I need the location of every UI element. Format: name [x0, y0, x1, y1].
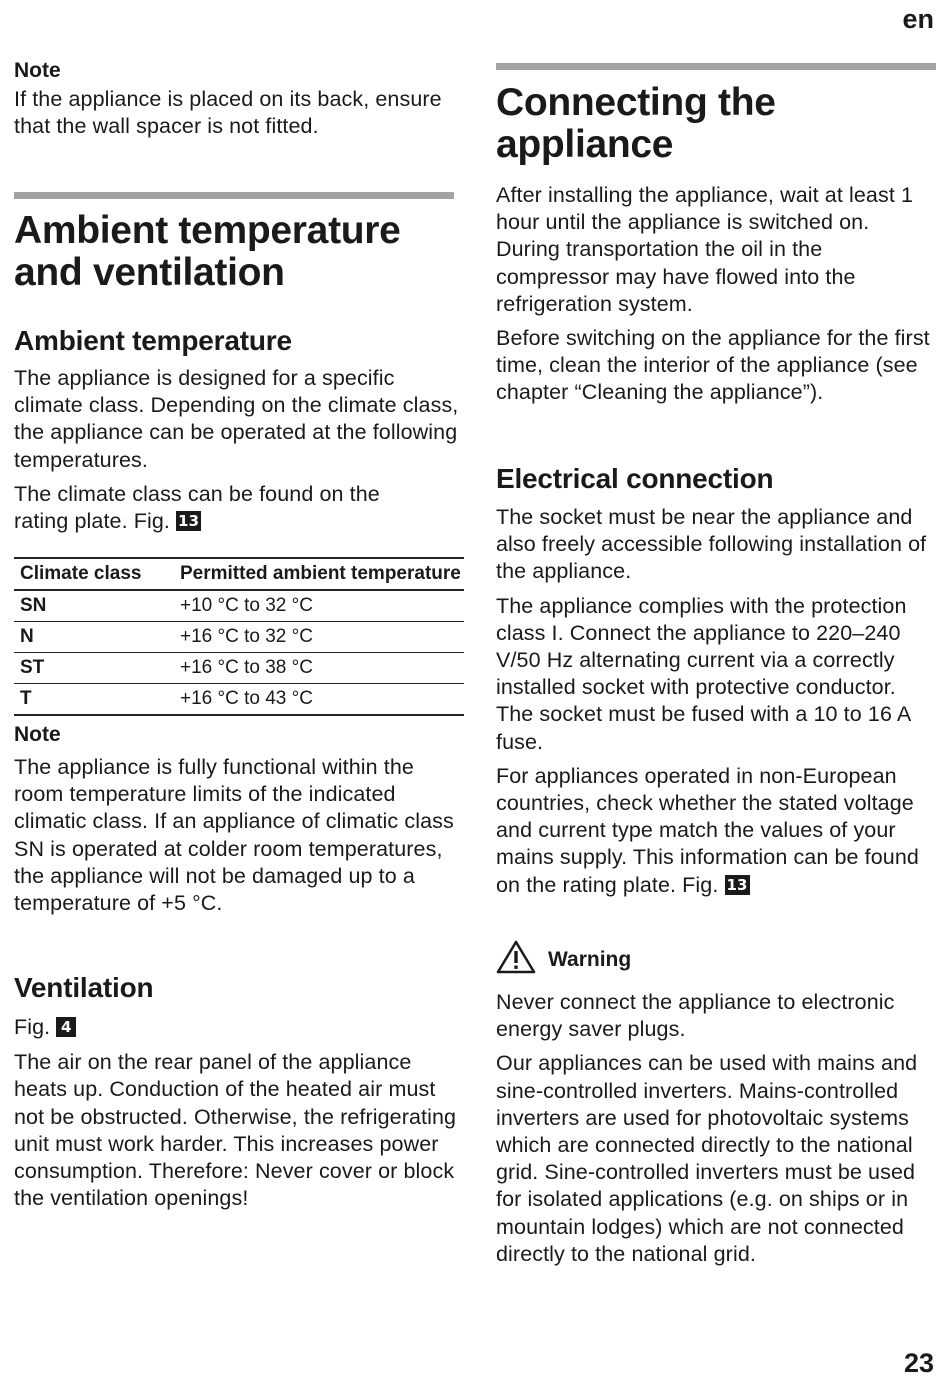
section-divider — [14, 192, 454, 199]
paragraph — [14, 481, 414, 535]
paragraph: The appliance is designed for a specific climate class. Depending on the climate class, the appliance can be operated at the following temperatures. — [14, 366, 459, 472]
paragraph: The air on the rear panel of the appliance heats up. Conduction of the heated air must not be obstructed. Otherwise, the refrigerating unit must work harder. This increases power consumption. Therefore: Never cover or block the ventilation openings! — [14, 1050, 457, 1211]
note-text: If the appliance is placed on its back, ensure that the wall spacer is not fitted. — [14, 87, 442, 139]
table-header-row — [14, 558, 464, 590]
table-cell-temperature: +10 °C to 32 °C — [174, 590, 464, 622]
figure-reference: 13 — [178, 512, 200, 531]
table-row — [14, 622, 464, 653]
paragraph-text: The climate class can be found on the rating plate. Fig. — [14, 481, 380, 534]
section-title-line: Connecting the — [496, 81, 776, 124]
table-row — [14, 684, 464, 716]
table-header-cell: Climate class — [14, 558, 174, 590]
table-cell-class: ST — [14, 653, 174, 684]
paragraph: Before switching on the appliance for the first time, clean the interior of the appliance (see chapter “Cleaning the appliance”). — [496, 326, 930, 405]
section-divider — [496, 63, 936, 70]
subsection-heading: Ventilation — [14, 972, 154, 1003]
note-label: Note — [14, 59, 61, 82]
warning-header — [496, 940, 936, 979]
figure-line — [14, 1014, 459, 1041]
figure-label: Fig. — [14, 1015, 51, 1039]
table-cell-temperature: +16 °C to 32 °C — [174, 622, 464, 653]
paragraph: Our appliances can be used with mains and sine-controlled inverters. Mains-controlled inverters are used for photovoltaic systems which are connected directly to the national grid. Sine-controlled inverters must be used for isolated applications (e.g. on ships or in mountain lodges) which are not connected directly to the national grid. — [496, 1051, 918, 1266]
section-title-line: Ambient temperature — [14, 209, 401, 252]
table-cell-class: SN — [14, 590, 174, 622]
table-row — [14, 590, 464, 622]
table-cell-class: N — [14, 622, 174, 653]
climate-class-table — [14, 557, 464, 716]
table-cell-temperature: +16 °C to 43 °C — [174, 684, 464, 716]
paragraph: The appliance complies with the protection class I. Connect the appliance to 220–240 V/50 Hz alternating current via a correctly installed socket with protective conductor. The socket must be fused with a 10 to 16 A fuse. — [496, 593, 911, 754]
note-block — [14, 58, 459, 140]
language-code: en — [902, 4, 934, 34]
paragraph: Never connect the appliance to electronic energy saver plugs. — [496, 990, 895, 1042]
paragraph: After installing the appliance, wait at least 1 hour until the appliance is switched on. During transportation the oil in the compressor may have flowed into the refrigeration system. — [496, 183, 914, 316]
table-row — [14, 653, 464, 684]
table-cell-temperature: +16 °C to 38 °C — [174, 653, 464, 684]
note-label: Note — [14, 723, 61, 746]
warning-block — [496, 940, 936, 1268]
electrical-connection-section — [496, 463, 936, 899]
section-title — [496, 82, 936, 166]
subsection-heading: Electrical connection — [496, 463, 774, 494]
paragraph: The socket must be near the appliance and also freely accessible following installation of the appliance. — [496, 505, 927, 584]
figure-reference: 4 — [56, 1017, 76, 1037]
paragraph — [496, 763, 936, 899]
warning-icon — [496, 940, 536, 979]
note-text: The appliance is fully functional within the room temperature limits of the indicated climatic class. If an appliance of climatic class SN is operated at colder room temperatures, the appliance will not be damaged up to a temperature of +5 °C. — [14, 755, 454, 916]
page-number: 23 — [903, 1348, 934, 1378]
table-header-cell: Permitted ambient temperature — [174, 558, 464, 590]
figure-reference: 13 — [726, 875, 748, 894]
warning-title: Warning — [548, 947, 632, 971]
ambient-temperature-section — [14, 325, 459, 535]
section-title-line: and ventilation — [14, 251, 285, 294]
table-cell-class: T — [14, 684, 174, 716]
connecting-intro — [496, 182, 936, 407]
ventilation-section — [14, 972, 459, 1212]
section-title — [14, 210, 464, 294]
paragraph-text: For appliances operated in non-European countries, check whether the stated voltage and current type match the values of your mains supply. This information can be found on the rating plate. Fig. — [496, 763, 919, 897]
section-title-line: appliance — [496, 123, 674, 166]
subsection-heading: Ambient temperature — [14, 325, 292, 356]
note-block — [14, 722, 459, 917]
